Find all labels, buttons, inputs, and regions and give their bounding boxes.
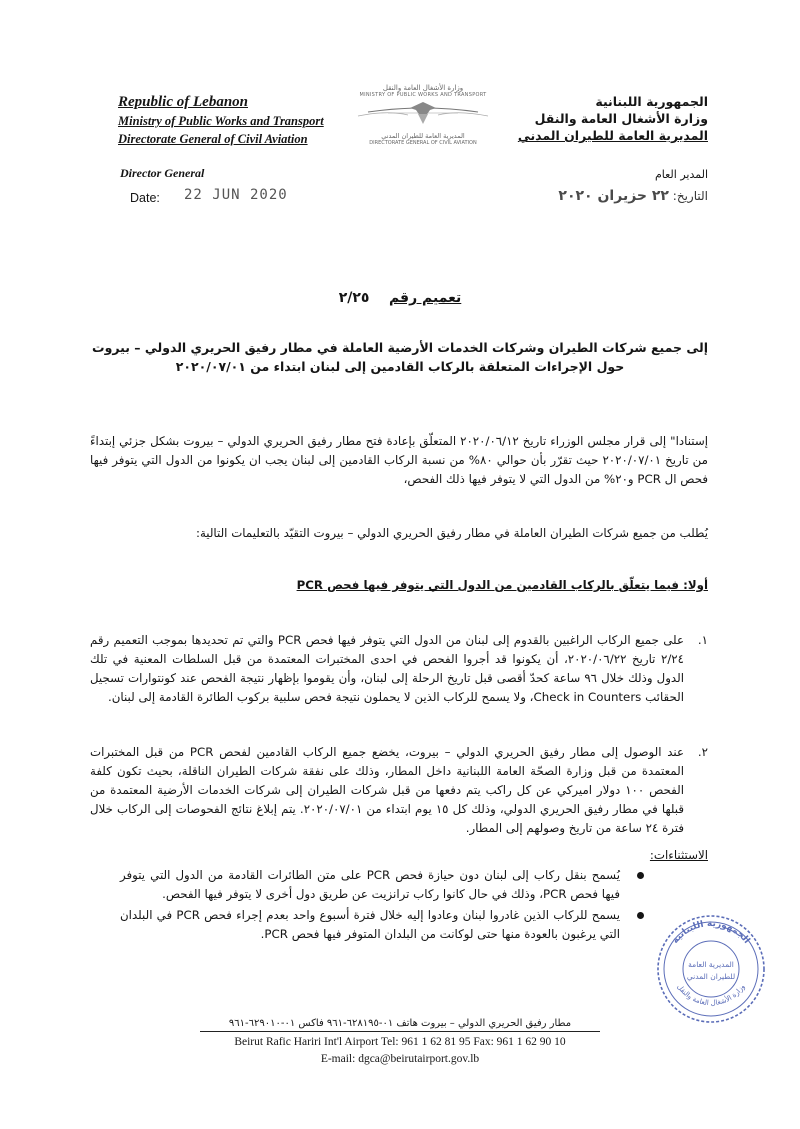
memo-title-prefix: تعميم رقم — [388, 290, 462, 306]
addressee-line: إلى جميع شركات الطيران وشركات الخدمات الأرضية العاملة في مطار رفيق الحريري الدولي – بيروت — [92, 340, 708, 355]
directorate-name-ar: المديرية العامة للطيران المدني — [517, 128, 708, 143]
footer-email: E-mail: dgca@beirutairport.gov.lb — [320, 1053, 480, 1065]
country-name-ar: الجمهورية اللبنانية — [595, 94, 708, 109]
date-stamp-en: 22 JUN 2020 — [184, 187, 288, 203]
exceptions-title: الاستثناءات: — [649, 848, 708, 862]
bullet-item — [120, 906, 620, 944]
footer-arabic: مطار رفيق الحريري الدولي – بيروت هاتف ٠١-٦٢٨١٩٥-٩٦١ فاكس ٠١-٦٢٩٠١٠-٩٦١ — [228, 1018, 572, 1029]
date-value-ar: ٢٢ حزيران ٢٠٢٠ — [558, 188, 669, 204]
ministry-name-en: Ministry of Public Works and Transport — [118, 114, 324, 128]
directorate-name-en: Directorate General of Civil Aviation — [118, 132, 308, 146]
plane-emblem-icon — [348, 98, 498, 128]
stamp-center-line2: للطيران المدني — [686, 972, 736, 981]
emblem-top-ar: وزارة الأشغال العامة والنقل — [382, 84, 464, 92]
country-name-en: Republic of Lebanon — [118, 94, 248, 110]
item-text: عند الوصول إلى مطار رفيق الحريري الدولي – بيروت، يخضع جميع الركاب القادمين لفحص PCR من قبل المختبرات المعتمدة من قبل وزارة الصحّة العامة اللبنانية داخل المطار، وذلك على نفقة شركات الطيران الناقلة، بحيث تكون كلفة الفحص ١٠٠ دولار اميركي عن كل راكب يتم دفعها من قبل شركات الطيران إلى شركات الخدمات الأرضية المعتمدة من قبلها في مطار رفيق الحريري الدولي، وذلك كل ١٥ يوم ابتداء من ٢٠٢٠/٠٧/٠١. يتم إبلاغ نتائج الفحوصات إلى الركاب خلال فترة ٢٤ ساعة من تاريخ وصولهم إلى المطار. — [90, 745, 684, 835]
ministry-emblem — [348, 84, 498, 154]
emblem-bottom-ar: المديرية العامة للطيران المدني — [381, 132, 465, 140]
section-title: أولا: فيما يتعلّق بالركاب القادمين من الدول التي يتوفر فيها فحص PCR — [296, 578, 708, 592]
stamp-outer-text: الجمهورية اللبنانية — [670, 918, 752, 946]
exceptions-heading — [650, 846, 708, 865]
footer-rule — [200, 1031, 600, 1032]
emblem-bottom-en: DIRECTORATE GENERAL OF CIVIL AVIATION — [369, 140, 477, 146]
bullet-text: يُسمح بنقل ركاب إلى لبنان دون حيازة فحص PCR على متن الطائرات القادمة من الدول التي يتوفر فيها فحص PCR، وذلك في حال كانوا ركاب ترانزيت عن طريق دول أخرى لا يتوفر فيها الفحص. — [120, 868, 620, 901]
bullet-item — [120, 866, 620, 904]
svg-text:وزارة الأشغال العامة والنقل — [675, 983, 746, 1007]
english-letterhead — [118, 94, 324, 147]
item-number: ٢. — [697, 745, 708, 759]
official-stamp — [654, 912, 768, 1026]
addressee-block — [92, 338, 708, 376]
footer — [0, 1018, 800, 1068]
memo-number: ٢/٢٥ — [338, 290, 370, 306]
item-number: ١. — [697, 633, 708, 647]
stamp-bottom-text: وزارة الأشغال العامة والنقل — [675, 982, 747, 1008]
section-heading — [297, 576, 708, 595]
ministry-name-ar: وزارة الأشغال العامة والنقل — [534, 111, 708, 126]
director-general-en: Director General — [120, 166, 205, 180]
date-ar — [558, 188, 708, 204]
subject-line: حول الإجراءات المتعلقة بالركاب القادمين إلى لبنان ابتداء من ٢٠٢٠/٠٧/٠١ — [175, 359, 625, 374]
arabic-letterhead — [518, 93, 708, 144]
date-label-en: Date: — [130, 191, 160, 205]
stamp-center-line1: المديرية العامة — [688, 960, 734, 969]
list-item — [90, 743, 708, 838]
bullet-icon — [637, 912, 644, 919]
svg-text:الجمهورية اللبنانية — [671, 919, 752, 946]
bullet-text: يسمح للركاب الذين غادروا لبنان وعادوا إليه خلال فترة أسبوع واحد بعدم إجراء فحص PCR في البلدان التي يرغبون بالعودة منها حتى لوكانت من البلدان المتوفر فيها فحص PCR. — [120, 908, 620, 941]
item-text: على جميع الركاب الراغبين بالقدوم إلى لبنان من الدول التي يتوفر فيها فحص PCR والتي تم تحديدها بموجب التعميم رقم ٢/٢٤ تاريخ ٢٠٢٠/٠٦/٢٢، أن يكونوا قد أجروا الفحص في احدى المختبرات المعتمدة من قبل السلطات المعنية في تلك الدول وذلك خلال ٩٦ ساعة كحدّ أقصى قبل تاريخ الرحلة إلى لبنان، وأن يقوموا بإظهار نتيجة الفحص عند كونتوارات تسجيل الحقائب Check in Counters، ولا يسمح للركاب الذين لا يحملون نتيجة فحص سلبية بركوب الطائرة القادمة إلى لبنان. — [90, 633, 684, 704]
list-item — [90, 631, 708, 707]
intro-paragraph: إستنادا" إلى قرار مجلس الوزراء تاريخ ٢٠٢٠/٠٦/١٢ المتعلّق بإعادة فتح مطار رفيق الحريري الدولي – بيروت بشكل جزئي إبتداءً من تاريخ ٢٠٢٠/٠٧/٠١ حيث تقرّر بأن حوالي ٨٠% من نسبة الركاب القادمين إلى لبنان يجب ان يكونوا من الدول التي يتوفر فيها فحص ال PCR و٢٠% من الدول التي لا يتوفر فيها ذلك الفحص، — [90, 434, 708, 486]
footer-contact-en: Beirut Rafic Hariri Int'l Airport Tel: 961 1 62 81 95 Fax: 961 1 62 90 10 — [234, 1036, 566, 1048]
emblem-top-en: MINISTRY OF PUBLIC WORKS AND TRANSPORT — [359, 92, 487, 98]
instruction-paragraph: يُطلب من جميع شركات الطيران العاملة في مطار رفيق الحريري الدولي – بيروت التقيّد بالتعليمات التالية: — [195, 526, 708, 540]
bullet-icon — [637, 872, 644, 879]
memo-title — [0, 290, 800, 306]
date-label-ar: التاريخ: — [672, 189, 708, 203]
director-general-ar: المدير العام — [654, 168, 708, 181]
stamp-seal-icon — [654, 912, 768, 1026]
